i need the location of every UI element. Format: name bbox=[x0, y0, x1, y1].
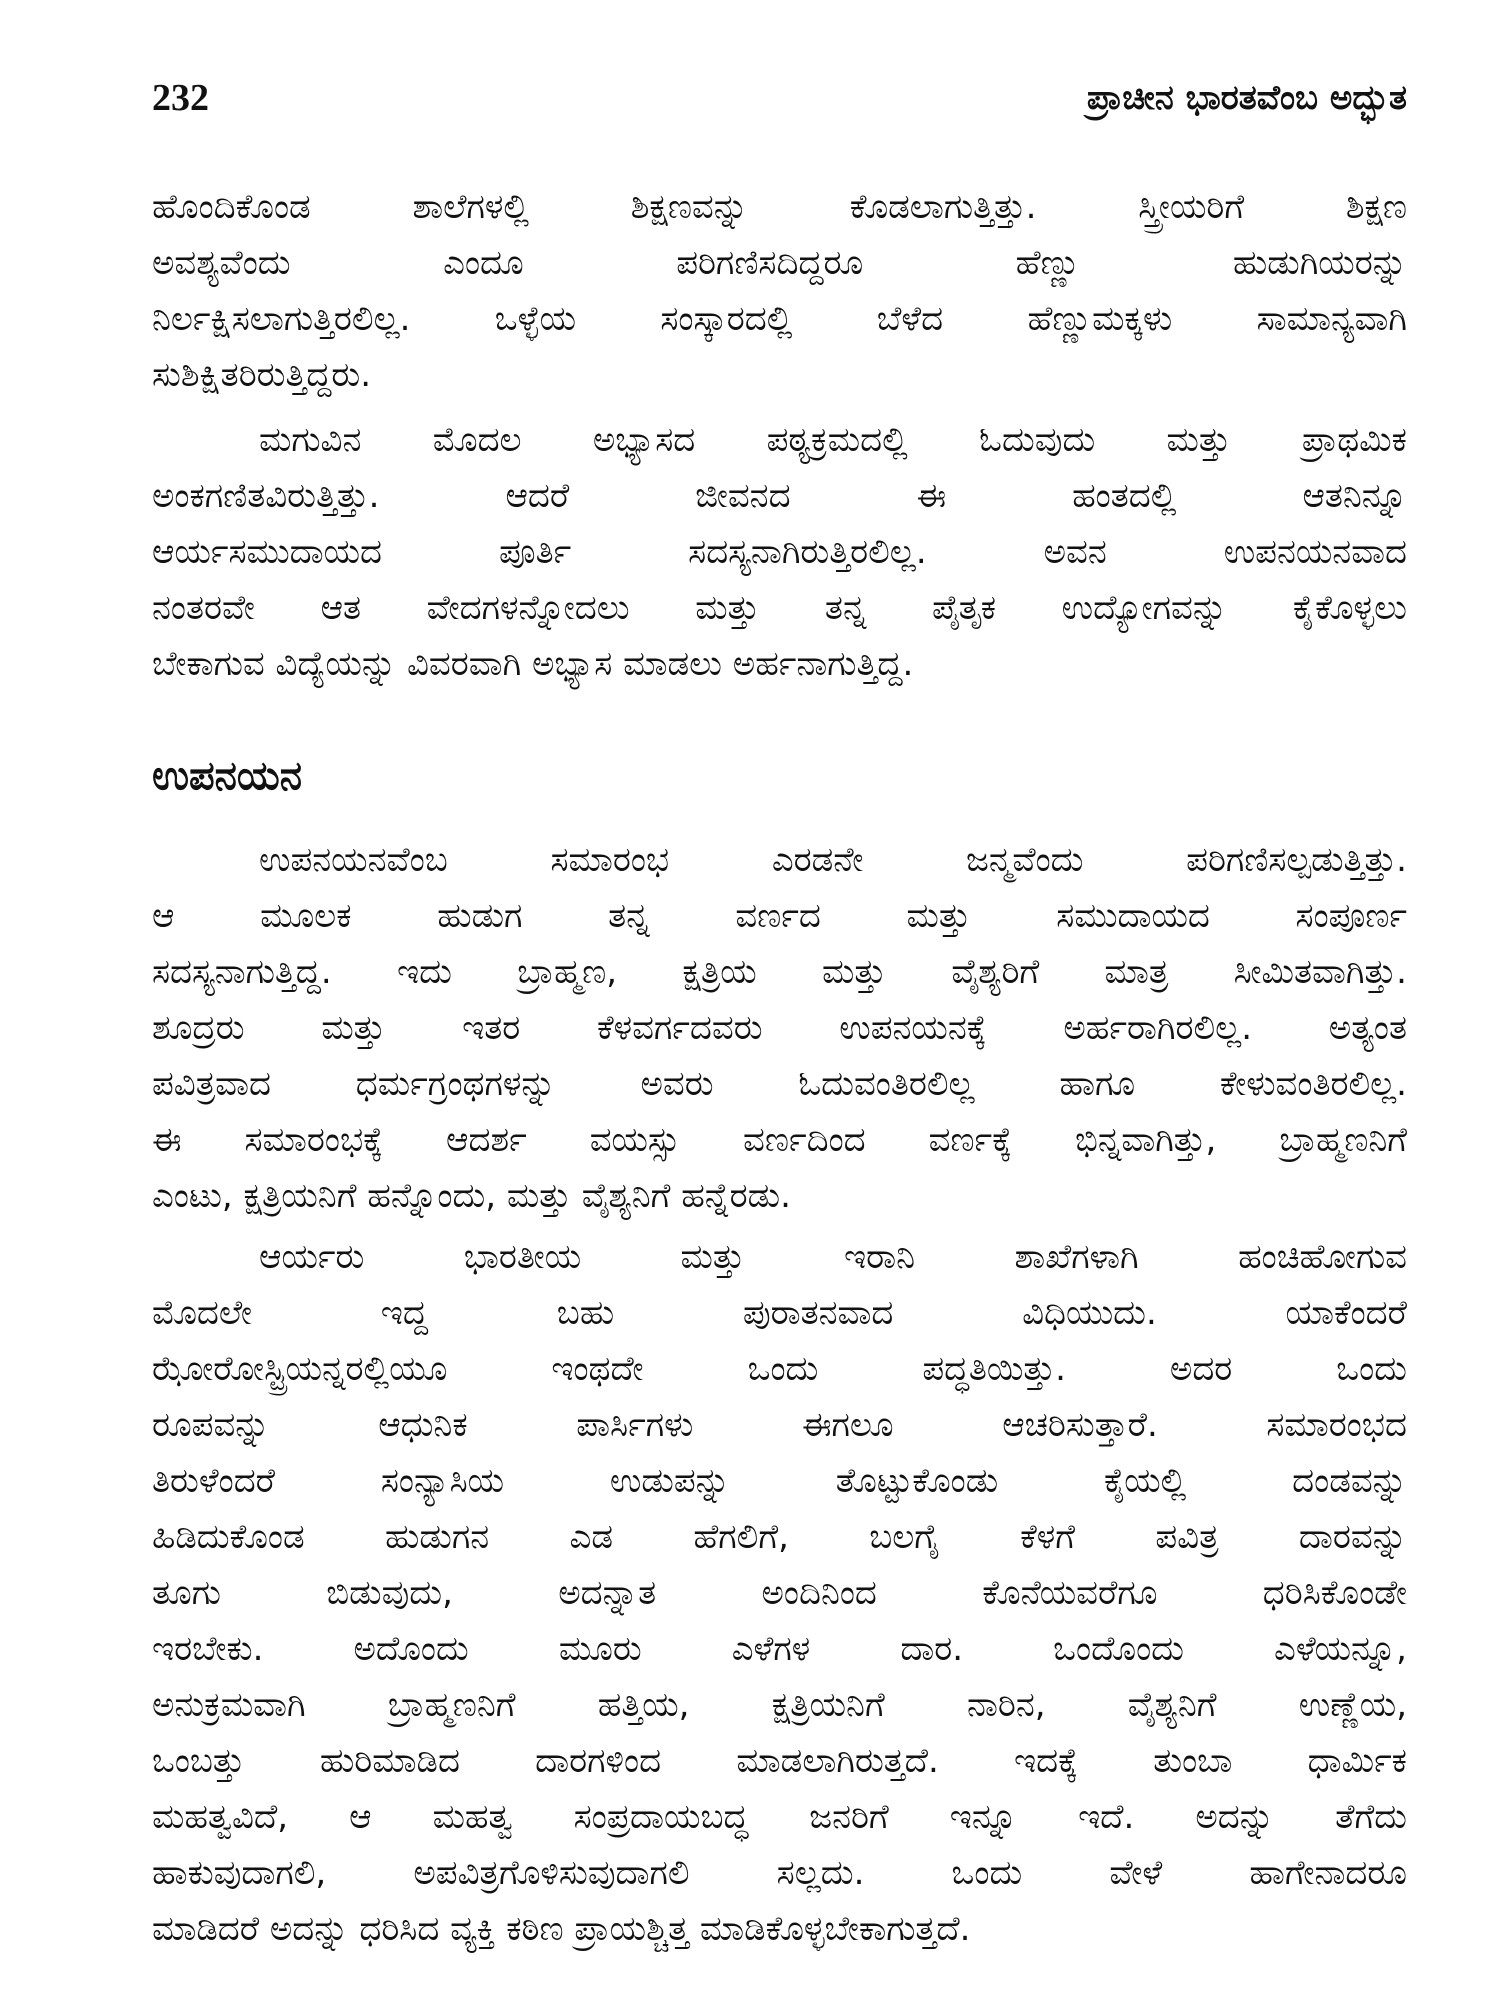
paragraph bbox=[152, 1229, 1407, 1957]
text-line: ಶೂದ್ರರು ಮತ್ತು ಇತರ ಕೆಳವರ್ಗದವರು ಉಪನಯನಕ್ಕೆ ಅರ್ಹರಾಗಿರಲಿಲ್ಲ. ಅತ್ಯಂತ bbox=[152, 1008, 1407, 1048]
text-line: ಸುಶಿಕ್ಷಿತರಿರುತ್ತಿದ್ದರು. bbox=[152, 355, 372, 395]
text-line: ನಿರ್ಲಕ್ಷಿಸಲಾಗುತ್ತಿರಲಿಲ್ಲ. ಒಳ್ಳೆಯ ಸಂಸ್ಕಾರದಲ್ಲಿ ಬೆಳೆದ ಹೆಣ್ಣುಮಕ್ಕಳು ಸಾಮಾನ್ಯವಾಗಿ bbox=[152, 299, 1407, 339]
text-line: ತೂಗು ಬಿಡುವುದು, ಅದನ್ನಾತ ಅಂದಿನಿಂದ ಕೊನೆಯವರೆಗೂ ಧರಿಸಿಕೊಂಡೇ bbox=[152, 1573, 1407, 1613]
text-line: ಪವಿತ್ರವಾದ ಧರ್ಮಗ್ರಂಥಗಳನ್ನು ಅವರು ಓದುವಂತಿರಲಿಲ್ಲ ಹಾಗೂ ಕೇಳುವಂತಿರಲಿಲ್ಲ. bbox=[152, 1064, 1407, 1104]
text-line: ಬೇಕಾಗುವ ವಿದ್ಯೆಯನ್ನು ವಿವರವಾಗಿ ಅಭ್ಯಾಸ ಮಾಡಲು ಅರ್ಹನಾಗುತ್ತಿದ್ದ. bbox=[152, 644, 914, 684]
text-line: ಹೊಂದಿಕೊಂಡ ಶಾಲೆಗಳಲ್ಲಿ ಶಿಕ್ಷಣವನ್ನು ಕೊಡಲಾಗುತ್ತಿತ್ತು. ಸ್ತ್ರೀಯರಿಗೆ ಶಿಕ್ಷಣ bbox=[152, 187, 1407, 227]
text-line: ಅವಶ್ಯವೆಂದು ಎಂದೂ ಪರಿಗಣಿಸದಿದ್ದರೂ ಹೆಣ್ಣು ಹುಡುಗಿಯರನ್ನು bbox=[152, 243, 1407, 283]
text-line: ಎಂಟು, ಕ್ಷತ್ರಿಯನಿಗೆ ಹನ್ನೊಂದು, ಮತ್ತು ವೈಶ್ಯನಿಗೆ ಹನ್ನೆರಡು. bbox=[152, 1176, 791, 1216]
section-heading: ಉಪನಯನ bbox=[152, 753, 302, 799]
paragraph bbox=[152, 179, 1407, 403]
text-line: ಮಾಡಿದರೆ ಅದನ್ನು ಧರಿಸಿದ ವ್ಯಕ್ತಿ ಕಠಿಣ ಪ್ರಾಯಶ್ಚಿತ್ತ ಮಾಡಿಕೊಳ್ಳಬೇಕಾಗುತ್ತದೆ. bbox=[152, 1909, 971, 1949]
text-line: ಆರ್ಯರು ಭಾರತೀಯ ಮತ್ತು ಇರಾನಿ ಶಾಖೆಗಳಾಗಿ ಹಂಚಿಹೋಗುವ bbox=[259, 1237, 1407, 1277]
page-number: 232 bbox=[152, 77, 209, 119]
text-line: ನಂತರವೇ ಆತ ವೇದಗಳನ್ನೋದಲು ಮತ್ತು ತನ್ನ ಪೈತೃಕ ಉದ್ಯೋಗವನ್ನು ಕೈಕೊಳ್ಳಲು bbox=[152, 588, 1407, 628]
text-line: ಒಂಬತ್ತು ಹುರಿಮಾಡಿದ ದಾರಗಳಿಂದ ಮಾಡಲಾಗಿರುತ್ತದೆ. ಇದಕ್ಕೆ ತುಂಬಾ ಧಾರ್ಮಿಕ bbox=[152, 1741, 1407, 1781]
paragraph bbox=[152, 832, 1407, 1224]
running-header bbox=[152, 70, 1407, 126]
text-line: ಮಗುವಿನ ಮೊದಲ ಅಭ್ಯಾಸದ ಪಠ್ಯಕ್ರಮದಲ್ಲಿ ಓದುವುದು ಮತ್ತು ಪ್ರಾಥಮಿಕ bbox=[259, 420, 1407, 460]
text-line: ಉಪನಯನವೆಂಬ ಸಮಾರಂಭ ಎರಡನೇ ಜನ್ಮವೆಂದು ಪರಿಗಣಿಸಲ್ಪಡುತ್ತಿತ್ತು. bbox=[259, 840, 1407, 880]
text-line: ಝೋರೋಸ್ಟ್ರಿಯನ್ನರಲ್ಲಿಯೂ ಇಂಥದೇ ಒಂದು ಪದ್ಧತಿಯಿತ್ತು. ಅದರ ಒಂದು bbox=[152, 1349, 1407, 1389]
text-line: ಆರ್ಯಸಮುದಾಯದ ಪೂರ್ತಿ ಸದಸ್ಯನಾಗಿರುತ್ತಿರಲಿಲ್ಲ. ಅವನ ಉಪನಯನವಾದ bbox=[152, 532, 1407, 572]
text-line: ಹಾಕುವುದಾಗಲಿ, ಅಪವಿತ್ರಗೊಳಿಸುವುದಾಗಲಿ ಸಲ್ಲದು. ಒಂದು ವೇಳೆ ಹಾಗೇನಾದರೂ bbox=[152, 1853, 1407, 1893]
text-line: ಮಹತ್ವವಿದೆ, ಆ ಮಹತ್ವ ಸಂಪ್ರದಾಯಬದ್ಧ ಜನರಿಗೆ ಇನ್ನೂ ಇದೆ. ಅದನ್ನು ತೆಗೆದು bbox=[152, 1797, 1407, 1837]
text-line: ಇರಬೇಕು. ಅದೊಂದು ಮೂರು ಎಳೆಗಳ ದಾರ. ಒಂದೊಂದು ಎಳೆಯನ್ನೂ, bbox=[152, 1629, 1407, 1669]
text-line: ಅನುಕ್ರಮವಾಗಿ ಬ್ರಾಹ್ಮಣನಿಗೆ ಹತ್ತಿಯ, ಕ್ಷತ್ರಿಯನಿಗೆ ನಾರಿನ, ವೈಶ್ಯನಿಗೆ ಉಣ್ಣೆಯ, bbox=[152, 1685, 1407, 1725]
text-line: ಮೊದಲೇ ಇದ್ದ ಬಹು ಪುರಾತನವಾದ ವಿಧಿಯುದು. ಯಾಕೆಂದರೆ bbox=[152, 1293, 1407, 1333]
running-title: ಪ್ರಾಚೀನ ಭಾರತವೆಂಬ ಅದ್ಭುತ bbox=[1086, 78, 1407, 118]
text-line: ಈ ಸಮಾರಂಭಕ್ಕೆ ಆದರ್ಶ ವಯಸ್ಸು ವರ್ಣದಿಂದ ವರ್ಣಕ್ಕೆ ಭಿನ್ನವಾಗಿತ್ತು, ಬ್ರಾಹ್ಮಣನಿಗೆ bbox=[152, 1120, 1407, 1160]
text-line: ರೂಪವನ್ನು ಆಧುನಿಕ ಪಾರ್ಸಿಗಳು ಈಗಲೂ ಆಚರಿಸುತ್ತಾರೆ. ಸಮಾರಂಭದ bbox=[152, 1405, 1407, 1445]
text-line: ತಿರುಳೆಂದರೆ ಸಂನ್ಯಾಸಿಯ ಉಡುಪನ್ನು ತೊಟ್ಟುಕೊಂಡು ಕೈಯಲ್ಲಿ ದಂಡವನ್ನು bbox=[152, 1461, 1407, 1501]
text-line: ಆ ಮೂಲಕ ಹುಡುಗ ತನ್ನ ವರ್ಣದ ಮತ್ತು ಸಮುದಾಯದ ಸಂಪೂರ್ಣ bbox=[152, 896, 1407, 936]
text-line: ಸದಸ್ಯನಾಗುತ್ತಿದ್ದ. ಇದು ಬ್ರಾಹ್ಮಣ, ಕ್ಷತ್ರಿಯ ಮತ್ತು ವೈಶ್ಯರಿಗೆ ಮಾತ್ರ ಸೀಮಿತವಾಗಿತ್ತು. bbox=[152, 952, 1407, 992]
paragraph bbox=[152, 412, 1407, 692]
text-line: ಹಿಡಿದುಕೊಂಡ ಹುಡುಗನ ಎಡ ಹೆಗಲಿಗೆ, ಬಲಗೈ ಕೆಳಗೆ ಪವಿತ್ರ ದಾರವನ್ನು bbox=[152, 1517, 1407, 1557]
text-line: ಅಂಕಗಣಿತವಿರುತ್ತಿತ್ತು. ಆದರೆ ಜೀವನದ ಈ ಹಂತದಲ್ಲಿ ಆತನಿನ್ನೂ bbox=[152, 476, 1407, 516]
